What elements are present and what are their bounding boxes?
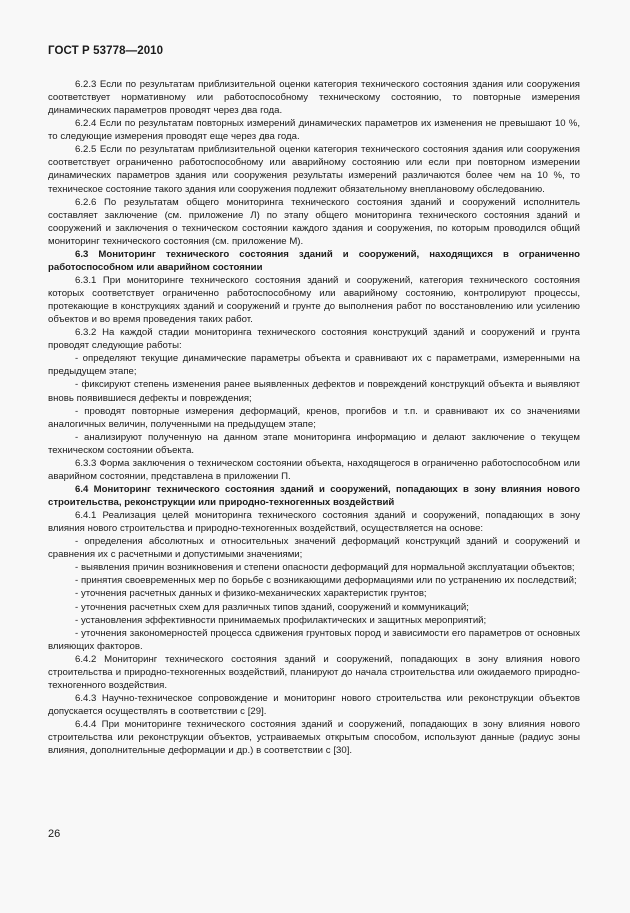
paragraph: - уточнения расчетных данных и физико-механических характеристик грунтов; <box>75 588 427 600</box>
section-heading: 6.4 Мониторинг технического состояния зданий и сооружений, попадающих в зону влияния нового строительства, реконструкции или природно-техногенных воздействий <box>48 483 580 508</box>
paragraph: 6.3.2 На каждой стадии мониторинга технического состояния конструкций зданий и сооружений и грунта проводят следующие работы: <box>48 327 580 352</box>
page-number: 26 <box>48 828 61 840</box>
paragraph: 6.4.1 Реализация целей мониторинга технического состояния зданий и сооружений, попадающих в зону влияния нового строительства и природно-техногенных воздействий, осуществляется на основе: <box>48 510 580 535</box>
paragraph: 6.4.2 Мониторинг технического состояния зданий и сооружений, попадающих в зону влияния нового строительства и природно-техногенных воздействий, планируют до начала строительства или ожидаемого природно-техногенного воздействия. <box>48 653 580 691</box>
paragraph: 6.4.4 При мониторинге технического состояния зданий и сооружений, попадающих в зону влияния нового строительства или реконструкции объектов, устраиваемых открытым способом, используют данные (радиус зоны влияния, дополнительные деформации и др.) в соответствии с [30]. <box>48 719 580 757</box>
document-body <box>48 78 580 757</box>
paragraph: - принятия своевременных мер по борьбе с возникающими деформациями или по устранению их последствий; <box>75 575 577 587</box>
paragraph: - определяют текущие динамические параметры объекта и сравнивают их с параметрами, измеренными на предыдущем этапе; <box>48 353 580 378</box>
section-heading: 6.3 Мониторинг технического состояния зданий и сооружений, находящихся в ограниченно работоспособном или аварийном состоянии <box>48 248 580 273</box>
paragraph: - анализируют полученную на данном этапе мониторинга информацию и делают заключение о текущем техническом состоянии объекта. <box>48 431 580 456</box>
paragraph: - выявления причин возникновения и степени опасности деформаций для нормальной эксплуатации объектов; <box>75 562 575 574</box>
paragraph: 6.2.5 Если по результатам приблизительной оценки категория технического состояния здания или сооружения соответствует ограниченно работоспособному или аварийному состоянию или если при повторном измерении динамических параметров здания или сооружения результаты измерений различаются более чем на 10 %, то техническое состояние такого здания или сооружения подлежит обязательному внеплановому обследованию. <box>48 144 580 195</box>
paragraph: 6.2.6 По результатам общего мониторинга технического состояния зданий и сооружений исполнитель составляет заключение (см. приложение Л) по этапу общего мониторинга технического состояния зданий и сооружений и заключения о техническом состоянии каждого здания и сооружения, по которым проводился общий мониторинг технического состояния (см. приложение М). <box>48 196 580 247</box>
paragraph: 6.3.1 При мониторинге технического состояния зданий и сооружений, категория технического состояния которых соответствует ограниченно работоспособному или аварийному состоянию, контролируют процессы, протекающие в конструкциях зданий и сооружений и грунте до выполнения работ по восстановлению или усилению объектов и во время проведения таких работ. <box>48 274 580 326</box>
paragraph: 6.2.3 Если по результатам приблизительной оценки категория технического состояния здания или сооружения соответствует нормативному или работоспособному техническому состоянию, то повторные измерения динамических параметров проводят через два года. <box>48 79 580 117</box>
paragraph: 6.2.4 Если по результатам повторных измерений динамических параметров их изменения не превышают 10 %, то следующие измерения проводят еще через два года. <box>48 118 580 143</box>
paragraph: - уточнения расчетных схем для различных типов зданий, сооружений и коммуникаций; <box>75 601 469 613</box>
page-header: ГОСТ Р 53778—2010 <box>48 45 164 57</box>
paragraph: - установления эффективности принимаемых профилактических и защитных мероприятий; <box>75 614 487 626</box>
paragraph: - уточнения закономерностей процесса сдвижения грунтовых пород и зависимости его параметров от основных влияющих факторов. <box>48 627 580 652</box>
paragraph: 6.4.3 Научно-техническое сопровождение и мониторинг нового строительства или реконструкции объектов допускается осуществлять в соответствии с [29]. <box>48 692 580 717</box>
paragraph: 6.3.3 Форма заключения о техническом состоянии объекта, находящегося в ограниченно работоспособном или аварийном состоянии, представлена в приложении П. <box>48 457 580 482</box>
paragraph: - проводят повторные измерения деформаций, кренов, прогибов и т.п. и сравнивают их со значениями аналогичных величин, полученными на предыдущем этапе; <box>48 405 580 430</box>
paragraph: - фиксируют степень изменения ранее выявленных дефектов и повреждений конструкций объекта и выявляют вновь появившиеся дефекты и повреждения; <box>48 379 580 404</box>
paragraph: - определения абсолютных и относительных значений деформаций конструкций зданий и сооружений и сравнения их с расчетными и допустимыми значениями; <box>48 536 580 561</box>
